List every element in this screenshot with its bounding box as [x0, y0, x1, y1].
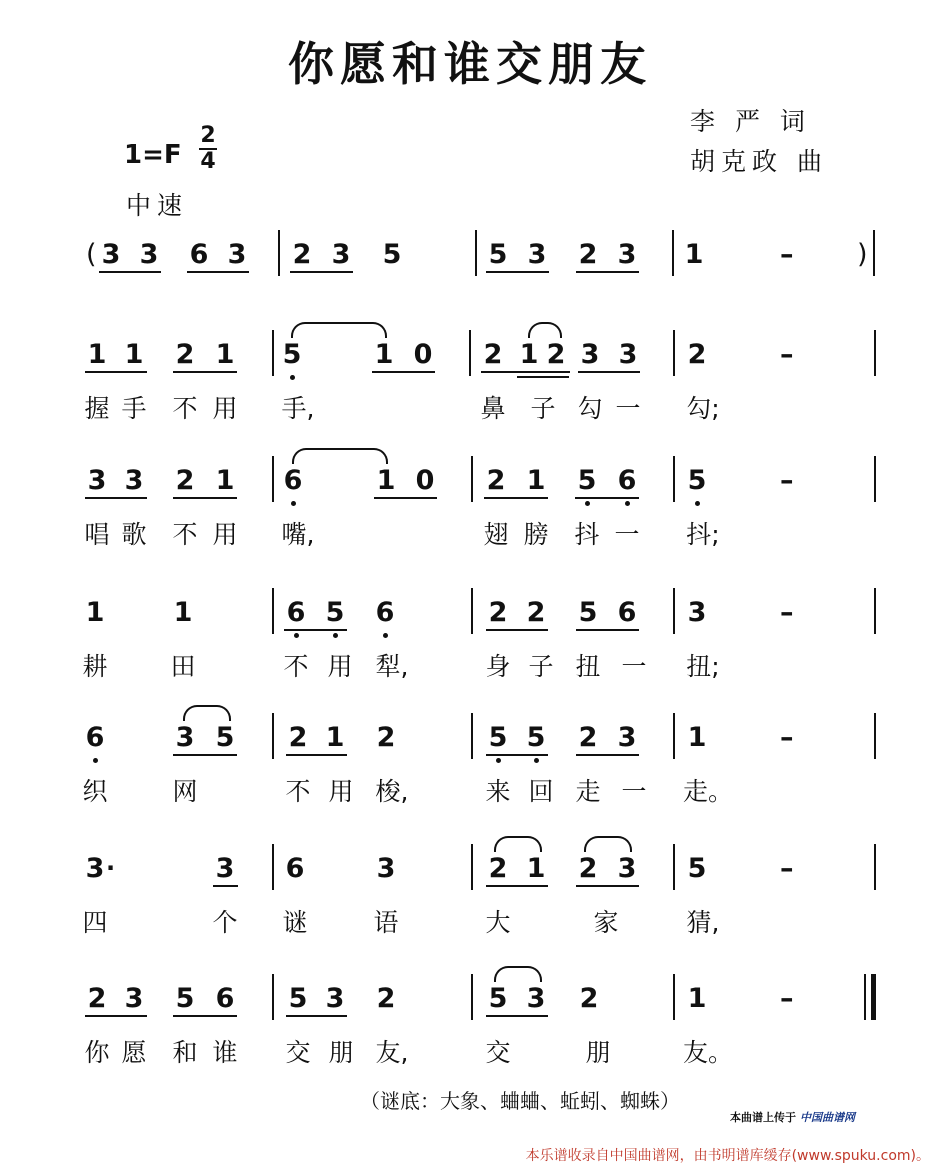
lyric-char: 唱	[84, 520, 110, 549]
note: 6	[286, 597, 306, 628]
score-row-1	[0, 340, 940, 460]
lyric-char: 愿	[121, 1038, 147, 1067]
note: 3	[124, 465, 144, 496]
beam	[173, 497, 237, 499]
lyric-char: 用	[212, 520, 238, 549]
beam	[374, 497, 437, 499]
lyric-char: 谁	[212, 1038, 238, 1067]
note: 3	[526, 983, 546, 1014]
note: 3	[331, 239, 351, 270]
note: 1	[87, 339, 107, 370]
lyric-char: 歌	[121, 520, 147, 549]
bar-line	[278, 230, 280, 276]
bar-line	[272, 330, 274, 376]
lyric-char: 身	[485, 652, 511, 681]
low-octave-dot	[695, 501, 700, 506]
bar-line	[673, 456, 675, 502]
bar-line	[874, 713, 876, 759]
low-octave-dot	[496, 758, 501, 763]
low-octave-dot	[383, 633, 388, 638]
hold-dash: –	[780, 722, 794, 753]
lyric-char: 猜,	[686, 908, 720, 937]
time-signature-top: 2	[200, 123, 216, 148]
lyric-char: 和	[172, 1038, 198, 1067]
beam	[85, 1015, 147, 1017]
bar-line	[475, 230, 477, 276]
note: 2	[579, 983, 599, 1014]
beam	[290, 271, 353, 273]
note: 2	[376, 983, 396, 1014]
score-row-5	[0, 854, 940, 974]
lyric-char: 来	[485, 777, 511, 806]
note: 5	[488, 983, 508, 1014]
lyric-char: 田	[170, 652, 196, 681]
tempo-marking: 中速	[126, 191, 189, 220]
lyric-char: 语	[373, 908, 399, 937]
note: 6	[283, 465, 303, 496]
note: 1	[85, 597, 105, 628]
beam	[85, 371, 147, 373]
upload-note	[730, 1109, 855, 1125]
note: 1	[215, 339, 235, 370]
tie-arc	[494, 966, 542, 982]
lyric-char: 织	[82, 777, 108, 806]
note: 3	[617, 853, 637, 884]
beam	[99, 271, 161, 273]
augmentation-dot: ·	[106, 854, 116, 882]
note: 3	[325, 983, 345, 1014]
note: 2	[483, 339, 503, 370]
beam	[85, 497, 147, 499]
bar-line	[874, 588, 876, 634]
beam	[576, 629, 639, 631]
note: 3	[85, 853, 105, 884]
time-signature-bottom: 4	[200, 149, 216, 174]
note: 2	[578, 722, 598, 753]
note: 2	[288, 722, 308, 753]
bar-line	[272, 713, 274, 759]
beam	[486, 885, 548, 887]
beam	[576, 271, 639, 273]
note: 5	[577, 465, 597, 496]
beam	[517, 376, 569, 378]
note: 3	[687, 597, 707, 628]
score-row-3	[0, 598, 940, 718]
note: 3	[139, 239, 159, 270]
note: 3	[175, 722, 195, 753]
note: 3	[215, 853, 235, 884]
note: 6	[285, 853, 305, 884]
lyric-char: 友。	[683, 1038, 734, 1067]
bar-line	[471, 588, 473, 634]
bar-line	[469, 330, 471, 376]
note: 6	[617, 465, 637, 496]
final-bar-thick	[871, 974, 876, 1020]
bar-line	[471, 713, 473, 759]
score-row-2	[0, 466, 940, 586]
note: 2	[578, 853, 598, 884]
note: 1	[215, 465, 235, 496]
lyric-char: 用	[212, 394, 238, 423]
note: 5	[215, 722, 235, 753]
lyric-char: 走。	[683, 777, 734, 806]
note: 6	[85, 722, 105, 753]
lyric-char: 不	[285, 777, 311, 806]
tie-arc	[494, 836, 542, 852]
bar-line	[471, 974, 473, 1020]
intro-paren-open: (	[86, 239, 97, 270]
beam	[173, 1015, 237, 1017]
note: 6	[617, 597, 637, 628]
bar-line	[471, 456, 473, 502]
time-signature	[199, 124, 217, 174]
lyric-char: 一	[621, 652, 647, 681]
note: 3	[376, 853, 396, 884]
note: 6	[189, 239, 209, 270]
beam	[372, 371, 435, 373]
note: 2	[292, 239, 312, 270]
lyric-char: 交	[285, 1038, 311, 1067]
lyric-char: 交	[485, 1038, 511, 1067]
lyric-char: 走	[575, 777, 601, 806]
low-octave-dot	[333, 633, 338, 638]
note: 6	[375, 597, 395, 628]
low-octave-dot	[625, 501, 630, 506]
hold-dash: –	[780, 465, 794, 496]
note: 2	[376, 722, 396, 753]
note: 3	[124, 983, 144, 1014]
note: 6	[215, 983, 235, 1014]
beam	[284, 629, 347, 631]
beam	[286, 1015, 347, 1017]
low-octave-dot	[93, 758, 98, 763]
note: 5	[282, 339, 302, 370]
lyric-char: 耕	[82, 652, 108, 681]
lyric-char: 犁,	[375, 652, 409, 681]
bar-line	[471, 844, 473, 890]
lyric-char: 手	[121, 394, 147, 423]
lyric-char: 抖	[574, 520, 600, 549]
lyric-char: 四	[82, 908, 108, 937]
note: 5	[578, 597, 598, 628]
lyric-char: 子	[528, 652, 554, 681]
bar-line	[873, 230, 875, 276]
lyric-char: 网	[172, 777, 198, 806]
riddle-answer: （谜底：大象、蛐蛐、蚯蚓、蜘蛛）	[360, 1089, 680, 1113]
bar-line	[874, 844, 876, 890]
note: 1	[687, 722, 707, 753]
note: 5	[382, 239, 402, 270]
lyric-char: 不	[283, 652, 309, 681]
low-octave-dot	[534, 758, 539, 763]
song-title: 你愿和谁交朋友	[288, 37, 652, 91]
beam	[187, 271, 249, 273]
bar-line	[673, 588, 675, 634]
note: 5	[687, 853, 707, 884]
bar-line	[272, 844, 274, 890]
note: 2	[546, 339, 566, 370]
source-footer: 本乐谱收录自中国曲谱网，由书明谱库缓存(www.spuku.com)。	[525, 1148, 930, 1164]
bar-line	[272, 974, 274, 1020]
hold-dash: –	[780, 597, 794, 628]
note: 1	[376, 465, 396, 496]
beam	[484, 497, 548, 499]
bar-line	[874, 456, 876, 502]
beam	[213, 885, 238, 887]
upload-note-text: 本曲谱上传于	[730, 1111, 796, 1124]
note: 0	[415, 465, 435, 496]
lyric-char: 勾;	[686, 394, 720, 423]
note: 2	[486, 465, 506, 496]
note: 3	[580, 339, 600, 370]
note: 3	[527, 239, 547, 270]
beam	[486, 629, 548, 631]
lyric-char: 一	[621, 777, 647, 806]
note: 2	[488, 853, 508, 884]
beam	[486, 1015, 548, 1017]
beam	[481, 371, 570, 373]
hold-dash: –	[780, 853, 794, 884]
note: 1	[124, 339, 144, 370]
note: 3	[227, 239, 247, 270]
lyric-char: 抖;	[686, 520, 720, 549]
lyricist-credit: 李 严 词	[690, 107, 811, 136]
low-octave-dot	[294, 633, 299, 638]
lyric-char: 朋	[585, 1038, 611, 1067]
note: 1	[526, 465, 546, 496]
lyric-char: 用	[327, 652, 353, 681]
low-octave-dot	[291, 501, 296, 506]
note: 5	[175, 983, 195, 1014]
note: 1	[325, 722, 345, 753]
tie-arc	[183, 705, 231, 721]
beam	[575, 497, 639, 499]
tie-arc	[584, 836, 632, 852]
lyric-char: 膀	[523, 520, 549, 549]
note: 1	[526, 853, 546, 884]
lyric-char: 家	[593, 908, 619, 937]
tie-arc	[291, 322, 387, 338]
bar-line	[272, 456, 274, 502]
lyric-char: 一	[614, 520, 640, 549]
note: 3	[618, 339, 638, 370]
note: 5	[526, 722, 546, 753]
bar-line	[673, 713, 675, 759]
note: 0	[413, 339, 433, 370]
score-row-4	[0, 723, 940, 843]
hold-dash: –	[780, 239, 794, 270]
key-signature: 1=F	[124, 140, 182, 170]
lyric-char: 翅	[483, 520, 509, 549]
note: 1	[684, 239, 704, 270]
note: 5	[488, 239, 508, 270]
note: 2	[175, 465, 195, 496]
intro-paren-close: )	[857, 239, 868, 270]
low-octave-dot	[290, 375, 295, 380]
lyric-char: 扭;	[686, 652, 720, 681]
beam	[486, 754, 548, 756]
bar-line	[272, 588, 274, 634]
lyric-char: 勾	[577, 394, 603, 423]
bar-line	[673, 844, 675, 890]
note: 5	[488, 722, 508, 753]
note: 1	[374, 339, 394, 370]
lyric-char: 回	[528, 777, 554, 806]
note: 2	[87, 983, 107, 1014]
bar-line	[874, 330, 876, 376]
low-octave-dot	[585, 501, 590, 506]
tie-arc	[292, 448, 388, 464]
note: 5	[288, 983, 308, 1014]
beam	[173, 754, 237, 756]
lyric-char: 大	[485, 908, 511, 937]
beam	[486, 271, 549, 273]
beam	[576, 885, 639, 887]
bar-line	[673, 330, 675, 376]
hold-dash: –	[780, 339, 794, 370]
lyric-char: 用	[328, 777, 354, 806]
note: 2	[526, 597, 546, 628]
note: 3	[617, 239, 637, 270]
lyric-char: 扭	[575, 652, 601, 681]
note: 1	[687, 983, 707, 1014]
note: 2	[578, 239, 598, 270]
hold-dash: –	[780, 983, 794, 1014]
lyric-char: 谜	[282, 908, 308, 937]
note: 3	[617, 722, 637, 753]
beam	[576, 754, 639, 756]
site-logo: 中国曲谱网	[800, 1111, 855, 1124]
note: 3	[87, 465, 107, 496]
lyric-char: 友,	[375, 1038, 409, 1067]
lyric-char: 不	[172, 394, 198, 423]
lyric-char: 梭,	[375, 777, 409, 806]
lyric-char: 个	[212, 908, 238, 937]
note: 2	[687, 339, 707, 370]
lyric-char: 你	[84, 1038, 110, 1067]
beam	[578, 371, 640, 373]
bar-line	[673, 974, 675, 1020]
lyric-char: 不	[172, 520, 198, 549]
tie-arc	[528, 322, 562, 338]
lyric-char: 朋	[328, 1038, 354, 1067]
lyric-char: 鼻	[480, 394, 506, 423]
beam	[173, 371, 237, 373]
note: 3	[101, 239, 121, 270]
bar-line	[672, 230, 674, 276]
note: 1	[519, 339, 539, 370]
final-bar-thin	[864, 974, 866, 1020]
note: 1	[173, 597, 193, 628]
note: 2	[175, 339, 195, 370]
note: 5	[687, 465, 707, 496]
note: 5	[325, 597, 345, 628]
note: 2	[488, 597, 508, 628]
lyric-char: 一	[615, 394, 641, 423]
lyric-char: 子	[530, 394, 556, 423]
lyric-char: 握	[84, 394, 110, 423]
lyric-char: 手,	[281, 394, 315, 423]
lyric-char: 嘴,	[281, 520, 315, 549]
beam	[286, 754, 347, 756]
composer-credit: 胡克政 曲	[690, 147, 828, 176]
